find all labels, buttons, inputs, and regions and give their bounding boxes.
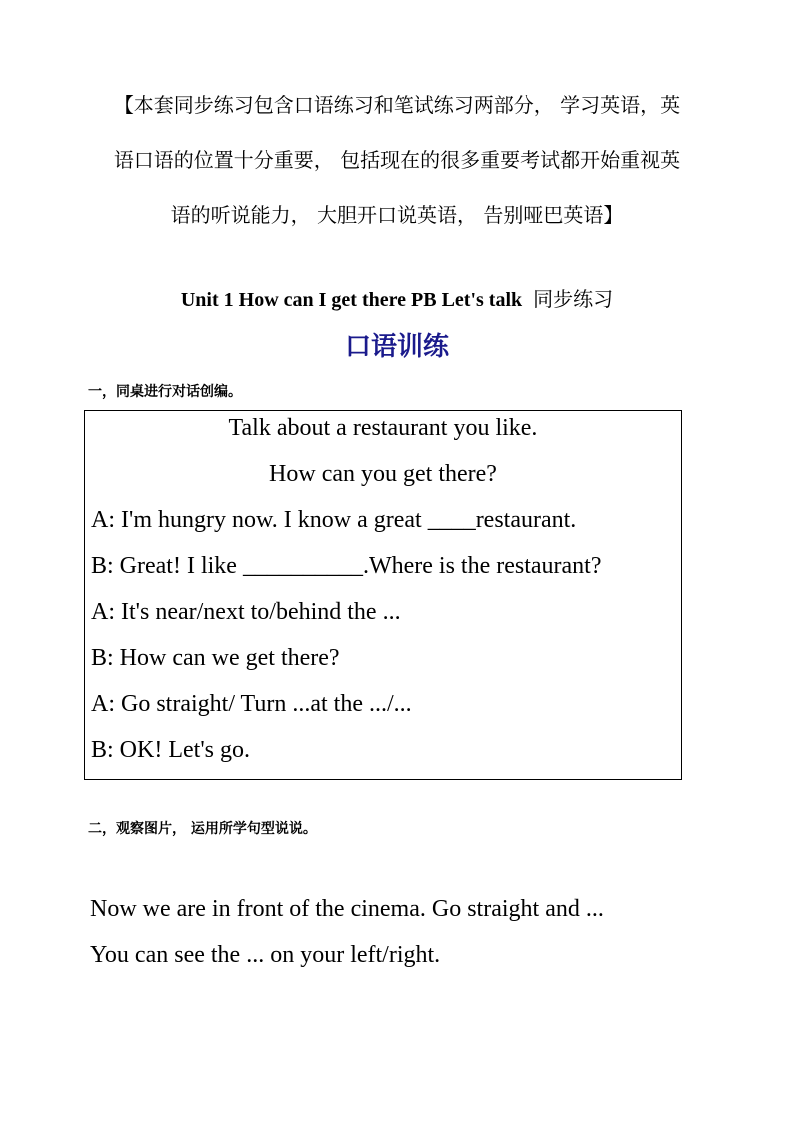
unit-title (0, 283, 794, 312)
dialog-prompt: Talk about a restaurant you like. (228, 415, 538, 441)
question-1-label: 一，同桌进行对话创编。 (88, 384, 242, 400)
intro-line: 语的听说能力， 大胆开口说英语， 告别哑巴英语】 (170, 203, 624, 227)
practice-line: Now we are in front of the cinema. Go straight and ... (90, 896, 604, 922)
unit-title-english: Unit 1 How can I get there PB Let's talk (180, 289, 523, 311)
dialog-line: B: How can we get there? (91, 645, 340, 671)
unit-title-chinese: 同步练习 (533, 289, 614, 311)
dialog-line: B: Great! I like __________.Where is the restaurant? (91, 553, 602, 579)
intro-paragraph (80, 78, 714, 243)
dialog-line: A: I'm hungry now. I know a great ____restaurant. (91, 507, 577, 533)
dialog-line: B: OK! Let's go. (91, 737, 250, 763)
section-heading: 口语训练 (344, 332, 449, 362)
dialog-prompt: How can you get there? (269, 461, 497, 487)
dialog-box (84, 410, 682, 780)
dialog-line: A: It's near/next to/behind the ... (91, 599, 401, 625)
dialog-line: A: Go straight/ Turn ...at the .../... (91, 691, 412, 717)
intro-line: 【本套同步练习包含口语练习和笔试练习两部分， 学习英语，英 (113, 93, 681, 117)
practice-line: You can see the ... on your left/right. (90, 942, 441, 968)
intro-line: 语口语的位置十分重要， 包括现在的很多重要考试都开始重视英 (113, 148, 681, 172)
question-2-label: 二，观察图片， 运用所学句型说说。 (88, 821, 317, 837)
